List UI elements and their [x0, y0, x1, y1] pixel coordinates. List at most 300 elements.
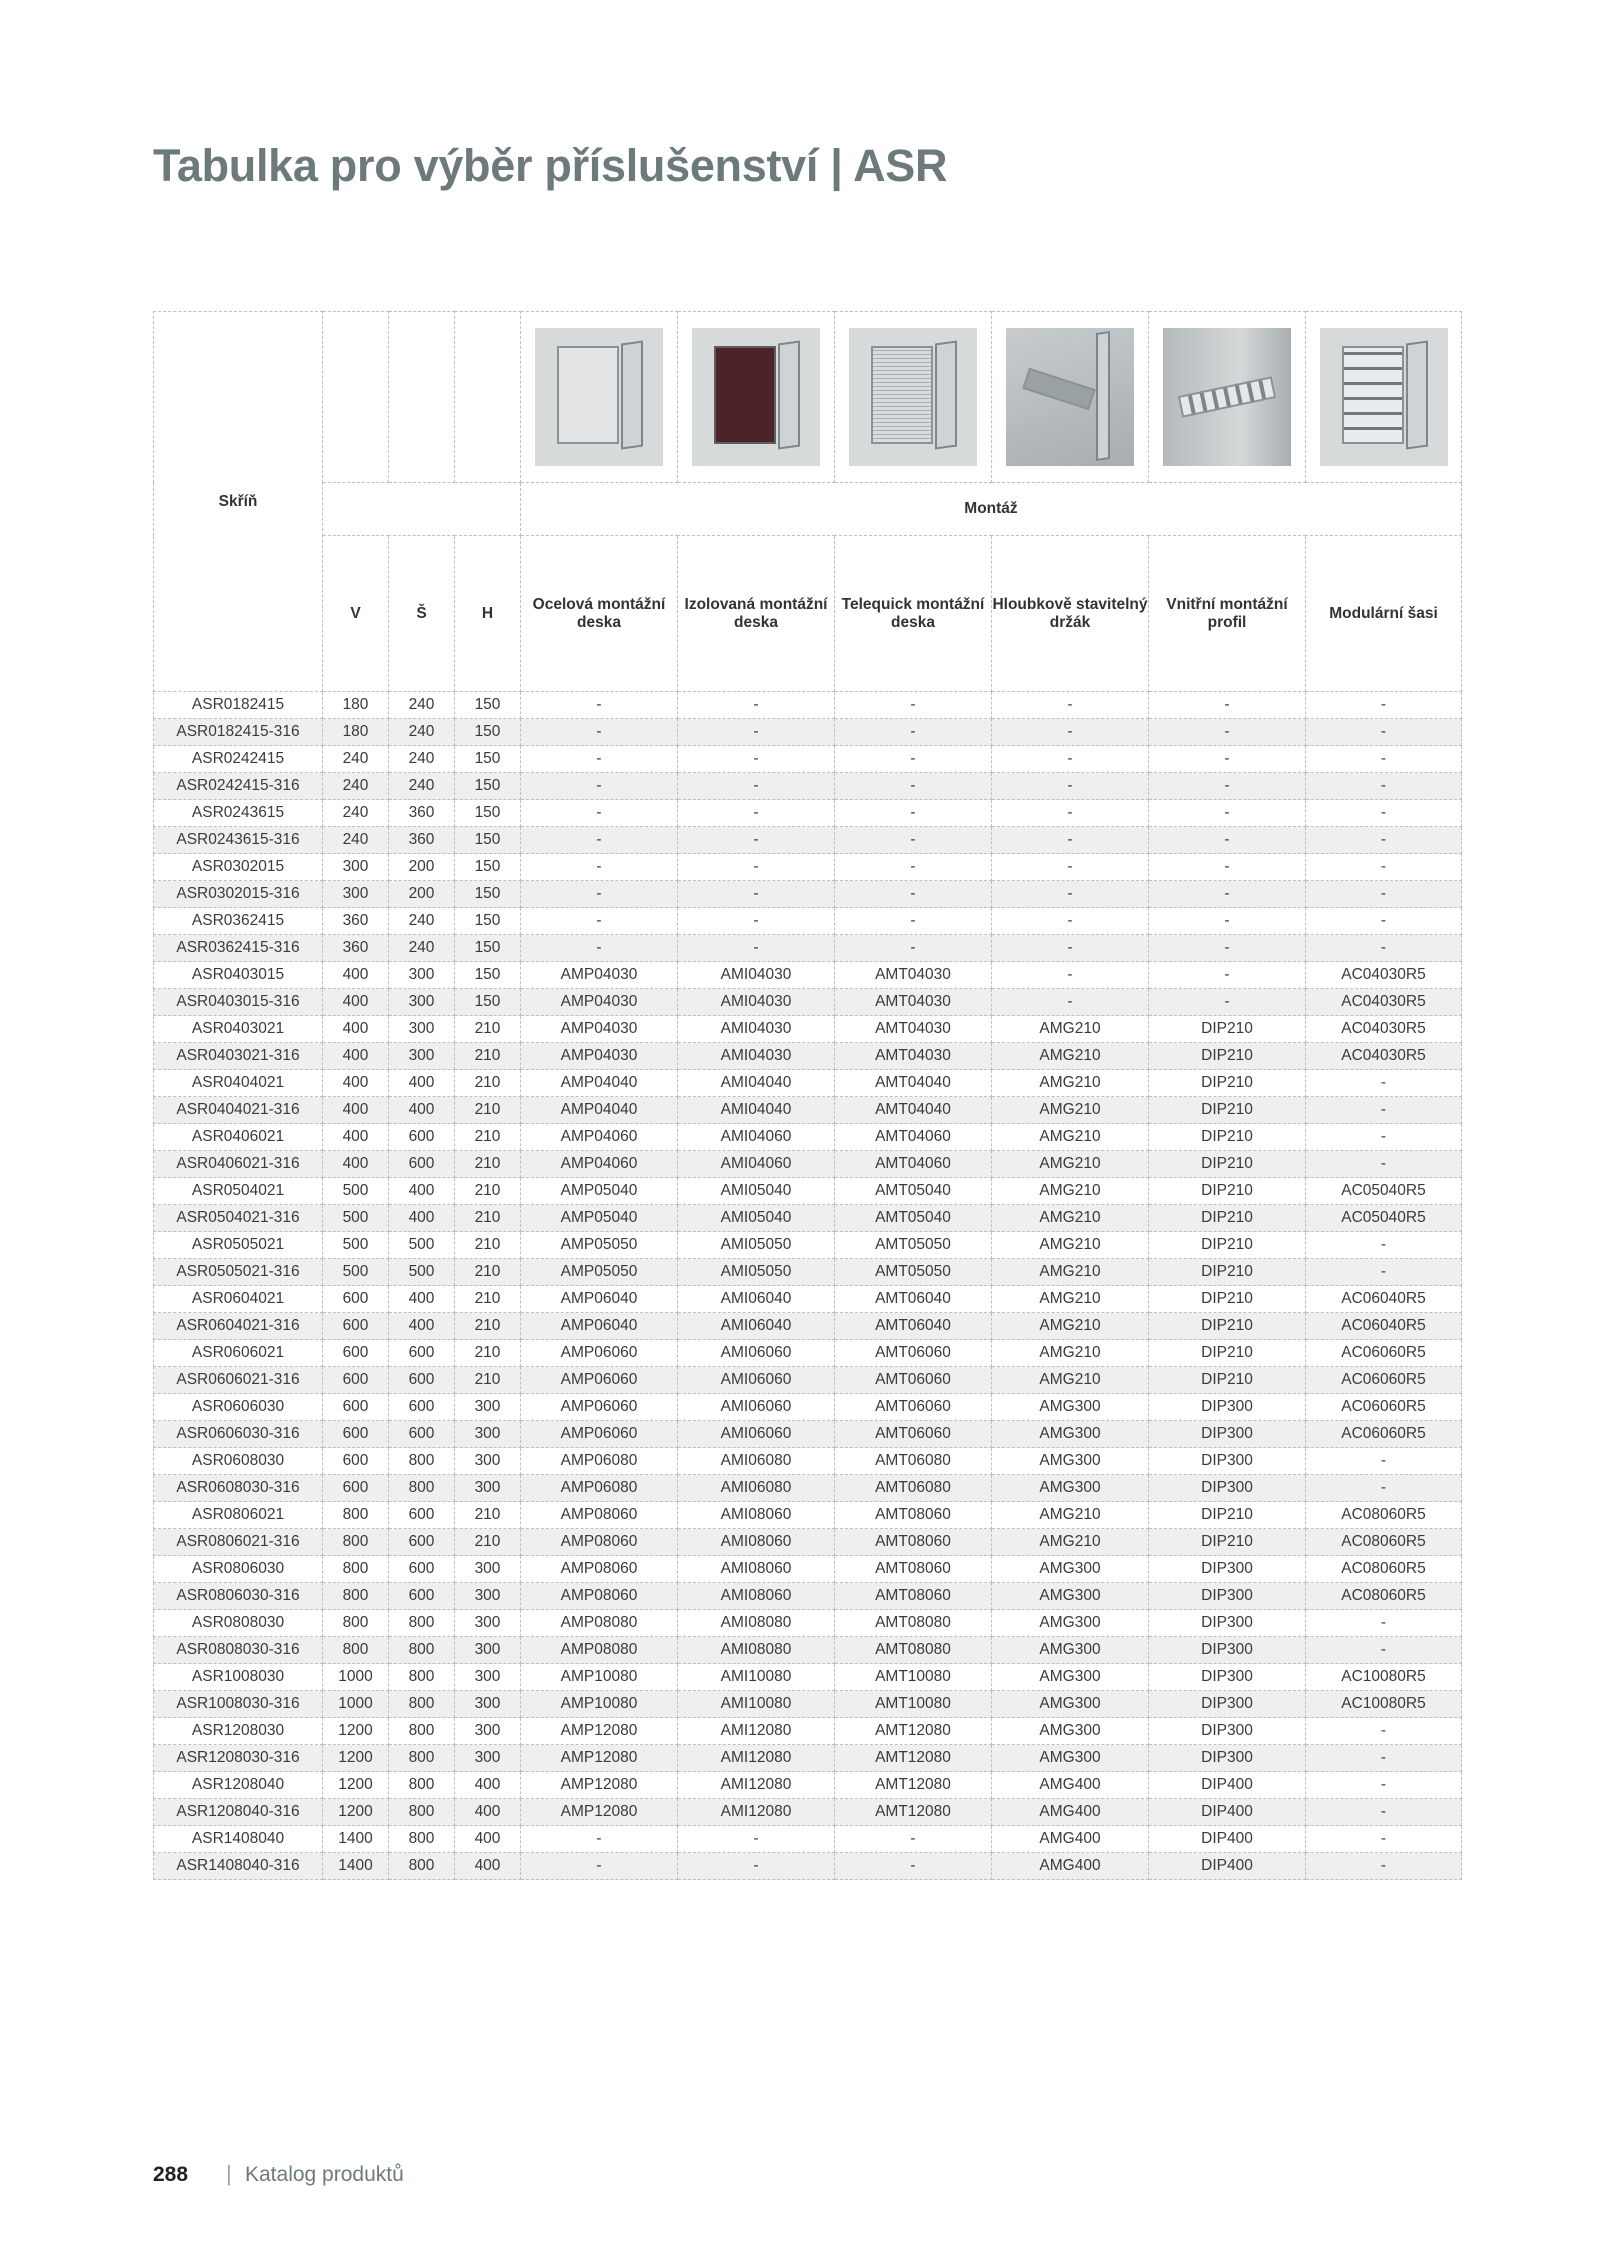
table-row: [154, 1799, 1462, 1826]
modular-chassis-code: AC05040R5: [1306, 1178, 1462, 1205]
steel-plate-code: AMP05050: [521, 1232, 678, 1259]
insulated-plate-code: AMI08060: [678, 1529, 835, 1556]
insulated-plate-code: -: [678, 908, 835, 935]
cabinet-model: ASR0808030: [154, 1610, 323, 1637]
table-row: [154, 1394, 1462, 1421]
insulated-plate-code: AMI06080: [678, 1448, 835, 1475]
cabinet-model: ASR0606021-316: [154, 1367, 323, 1394]
insulated-plate-code: AMI08060: [678, 1502, 835, 1529]
height-value: 500: [323, 1232, 389, 1259]
cabinet-model: ASR0362415-316: [154, 935, 323, 962]
cabinet-model: ASR0182415: [154, 692, 323, 719]
depth-bracket-code: AMG300: [992, 1637, 1149, 1664]
modular-chassis-code: AC08060R5: [1306, 1583, 1462, 1610]
depth-bracket-code: AMG400: [992, 1826, 1149, 1853]
cabinet-model: ASR0604021: [154, 1286, 323, 1313]
width-value: 600: [389, 1151, 455, 1178]
modular-chassis-code: -: [1306, 1124, 1462, 1151]
insulated-plate-code: -: [678, 800, 835, 827]
table-row: [154, 1124, 1462, 1151]
cabinet-model: ASR1208030-316: [154, 1745, 323, 1772]
steel-plate-code: AMP06060: [521, 1394, 678, 1421]
modular-chassis-code: AC08060R5: [1306, 1556, 1462, 1583]
cabinet-model: ASR0604021-316: [154, 1313, 323, 1340]
steel-plate-code: AMP08080: [521, 1610, 678, 1637]
width-value: 400: [389, 1286, 455, 1313]
insulated-plate-code: -: [678, 881, 835, 908]
width-value: 800: [389, 1826, 455, 1853]
telequick-plate-code: -: [835, 854, 992, 881]
height-value: 360: [323, 908, 389, 935]
insulated-plate-code: AMI08060: [678, 1556, 835, 1583]
width-value: 400: [389, 1178, 455, 1205]
table-row: [154, 1286, 1462, 1313]
depth-value: 300: [455, 1421, 521, 1448]
steel-mounting-plate-photo-icon: [535, 328, 663, 466]
mounting-profile-code: DIP210: [1149, 1502, 1306, 1529]
depth-value: 150: [455, 773, 521, 800]
height-value: 1400: [323, 1826, 389, 1853]
accessory-image-cell: [992, 312, 1149, 483]
telequick-plate-code: AMT08080: [835, 1637, 992, 1664]
telequick-plate-code: AMT12080: [835, 1772, 992, 1799]
modular-chassis-code: AC08060R5: [1306, 1529, 1462, 1556]
depth-value: 300: [455, 1556, 521, 1583]
width-value: 800: [389, 1745, 455, 1772]
cabinet-model: ASR1008030: [154, 1664, 323, 1691]
mounting-profile-code: DIP300: [1149, 1745, 1306, 1772]
depth-bracket-code: AMG400: [992, 1853, 1149, 1880]
modular-chassis-code: -: [1306, 1610, 1462, 1637]
height-header: V: [323, 536, 389, 692]
telequick-plate-code: AMT04030: [835, 1043, 992, 1070]
modular-chassis-code: -: [1306, 719, 1462, 746]
depth-value: 210: [455, 1502, 521, 1529]
insulated-plate-code: AMI06040: [678, 1313, 835, 1340]
telequick-plate-code: AMT04040: [835, 1097, 992, 1124]
depth-bracket-code: AMG300: [992, 1718, 1149, 1745]
insulated-plate-code: AMI06040: [678, 1286, 835, 1313]
width-value: 600: [389, 1367, 455, 1394]
telequick-plate-code: AMT04060: [835, 1151, 992, 1178]
depth-value: 300: [455, 1718, 521, 1745]
steel-plate-code: AMP06080: [521, 1448, 678, 1475]
width-value: 360: [389, 800, 455, 827]
cabinet-model: ASR0808030-316: [154, 1637, 323, 1664]
modular-chassis-code: -: [1306, 1151, 1462, 1178]
cabinet-model: ASR0302015-316: [154, 881, 323, 908]
insulated-plate-code: AMI12080: [678, 1718, 835, 1745]
depth-value: 210: [455, 1340, 521, 1367]
insulated-plate-code: AMI08080: [678, 1610, 835, 1637]
table-row: [154, 908, 1462, 935]
telequick-plate-code: AMT05040: [835, 1178, 992, 1205]
mounting-profile-code: DIP300: [1149, 1664, 1306, 1691]
height-value: 400: [323, 1070, 389, 1097]
width-value: 600: [389, 1556, 455, 1583]
steel-plate-code: AMP06060: [521, 1340, 678, 1367]
height-value: 800: [323, 1556, 389, 1583]
steel-plate-code: AMP08060: [521, 1529, 678, 1556]
steel-plate-code: AMP06040: [521, 1313, 678, 1340]
width-value: 360: [389, 827, 455, 854]
insulated-mounting-plate-photo-icon: [692, 328, 820, 466]
cabinet-model: ASR0505021-316: [154, 1259, 323, 1286]
modular-chassis-code: -: [1306, 881, 1462, 908]
height-value: 240: [323, 827, 389, 854]
depth-bracket-code: AMG300: [992, 1610, 1149, 1637]
height-value: 600: [323, 1286, 389, 1313]
mounting-profile-code: DIP400: [1149, 1853, 1306, 1880]
depth-value: 210: [455, 1151, 521, 1178]
mounting-profile-code: -: [1149, 692, 1306, 719]
depth-value: 150: [455, 719, 521, 746]
telequick-plate-code: AMT08060: [835, 1556, 992, 1583]
mounting-profile-code: -: [1149, 989, 1306, 1016]
telequick-plate-code: AMT06060: [835, 1340, 992, 1367]
width-value: 800: [389, 1610, 455, 1637]
cabinet-model: ASR1208040-316: [154, 1799, 323, 1826]
depth-bracket-code: AMG300: [992, 1556, 1149, 1583]
height-value: 360: [323, 935, 389, 962]
steel-plate-code: AMP05040: [521, 1205, 678, 1232]
table-row: [154, 1583, 1462, 1610]
table-row: [154, 962, 1462, 989]
depth-value: 300: [455, 1394, 521, 1421]
insulated-plate-code: AMI04040: [678, 1070, 835, 1097]
depth-bracket-code: -: [992, 746, 1149, 773]
height-value: 800: [323, 1610, 389, 1637]
modular-chassis-code: AC04030R5: [1306, 1016, 1462, 1043]
insulated-plate-code: -: [678, 1826, 835, 1853]
table-row: [154, 1232, 1462, 1259]
width-value: 500: [389, 1259, 455, 1286]
depth-value: 400: [455, 1799, 521, 1826]
mounting-profile-code: DIP210: [1149, 1286, 1306, 1313]
insulated-plate-code: AMI05040: [678, 1205, 835, 1232]
height-value: 600: [323, 1394, 389, 1421]
insulated-plate-code: AMI12080: [678, 1799, 835, 1826]
cabinet-model: ASR0806021: [154, 1502, 323, 1529]
telequick-plate-code: AMT08060: [835, 1502, 992, 1529]
table-row: [154, 935, 1462, 962]
table-row: [154, 1205, 1462, 1232]
depth-value: 210: [455, 1259, 521, 1286]
table-row: [154, 1043, 1462, 1070]
table-row: [154, 1421, 1462, 1448]
cabinet-model: ASR0403021: [154, 1016, 323, 1043]
depth-value: 300: [455, 1637, 521, 1664]
width-value: 200: [389, 881, 455, 908]
empty-cell: [455, 312, 521, 483]
cabinet-model: ASR0504021: [154, 1178, 323, 1205]
table-row: [154, 1826, 1462, 1853]
height-value: 1400: [323, 1853, 389, 1880]
height-value: 1200: [323, 1799, 389, 1826]
mounting-profile-code: DIP210: [1149, 1097, 1306, 1124]
table-row: [154, 1529, 1462, 1556]
insulated-plate-code: AMI10080: [678, 1664, 835, 1691]
height-value: 600: [323, 1421, 389, 1448]
mounting-profile-code: -: [1149, 800, 1306, 827]
depth-bracket-code: AMG210: [992, 1313, 1149, 1340]
modular-chassis-code: -: [1306, 800, 1462, 827]
mounting-profile-code: DIP210: [1149, 1070, 1306, 1097]
modular-chassis-code: AC08060R5: [1306, 1502, 1462, 1529]
depth-value: 210: [455, 1367, 521, 1394]
height-value: 240: [323, 773, 389, 800]
mounting-profile-code: DIP210: [1149, 1151, 1306, 1178]
mounting-profile-code: DIP300: [1149, 1421, 1306, 1448]
footer-catalog-label: Katalog produktů: [245, 2163, 404, 2186]
insulated-plate-code: AMI05050: [678, 1232, 835, 1259]
table-row: [154, 773, 1462, 800]
steel-plate-code: AMP04060: [521, 1124, 678, 1151]
width-value: 800: [389, 1772, 455, 1799]
mounting-profile-code: DIP210: [1149, 1259, 1306, 1286]
width-value: 240: [389, 908, 455, 935]
height-value: 1000: [323, 1691, 389, 1718]
depth-value: 210: [455, 1043, 521, 1070]
height-value: 300: [323, 854, 389, 881]
steel-plate-code: -: [521, 1853, 678, 1880]
width-value: 600: [389, 1340, 455, 1367]
modular-chassis-code: AC06040R5: [1306, 1313, 1462, 1340]
cabinet-model: ASR1208040: [154, 1772, 323, 1799]
telequick-plate-code: AMT05050: [835, 1259, 992, 1286]
insulated-plate-code: AMI08060: [678, 1583, 835, 1610]
telequick-plate-code: -: [835, 908, 992, 935]
accessory-image-cell: [678, 312, 835, 483]
accessory-image-cell: [1306, 312, 1462, 483]
table-row: [154, 1610, 1462, 1637]
width-value: 600: [389, 1502, 455, 1529]
steel-plate-code: -: [521, 746, 678, 773]
cabinet-model: ASR0606030: [154, 1394, 323, 1421]
mounting-profile-code: -: [1149, 935, 1306, 962]
steel-plate-code: -: [521, 935, 678, 962]
mounting-profile-code: DIP400: [1149, 1772, 1306, 1799]
telequick-plate-code: AMT12080: [835, 1799, 992, 1826]
steel-plate-code: AMP04040: [521, 1070, 678, 1097]
mounting-profile-code: -: [1149, 854, 1306, 881]
depth-bracket-code: AMG210: [992, 1232, 1149, 1259]
cabinet-model: ASR0608030: [154, 1448, 323, 1475]
insulated-plate-code: AMI06060: [678, 1367, 835, 1394]
width-value: 300: [389, 1016, 455, 1043]
mounting-profile-code: DIP300: [1149, 1583, 1306, 1610]
table-row: [154, 746, 1462, 773]
table-row: [154, 1448, 1462, 1475]
width-value: 240: [389, 719, 455, 746]
telequick-plate-code: -: [835, 692, 992, 719]
depth-value: 210: [455, 1313, 521, 1340]
modular-chassis-code: -: [1306, 746, 1462, 773]
depth-value: 150: [455, 908, 521, 935]
telequick-plate-code: AMT04030: [835, 962, 992, 989]
steel-plate-code: AMP04030: [521, 989, 678, 1016]
mounting-profile-code: DIP210: [1149, 1367, 1306, 1394]
depth-value: 400: [455, 1853, 521, 1880]
telequick-plate-code: -: [835, 881, 992, 908]
table-row: [154, 1070, 1462, 1097]
table-row: [154, 1367, 1462, 1394]
depth-bracket-code: -: [992, 989, 1149, 1016]
depth-bracket-code: AMG400: [992, 1772, 1149, 1799]
height-value: 600: [323, 1448, 389, 1475]
depth-value: 400: [455, 1826, 521, 1853]
depth-value: 210: [455, 1529, 521, 1556]
table-row: [154, 1097, 1462, 1124]
steel-plate-code: AMP04040: [521, 1097, 678, 1124]
cabinet-model: ASR0406021: [154, 1124, 323, 1151]
page-title: Tabulka pro výběr příslušenství | ASR: [153, 140, 948, 191]
insulated-plate-code: AMI04030: [678, 1016, 835, 1043]
mounting-profile-code: DIP210: [1149, 1043, 1306, 1070]
insulated-plate-code: -: [678, 719, 835, 746]
mounting-profile-code: -: [1149, 962, 1306, 989]
steel-plate-code: -: [521, 854, 678, 881]
width-value: 200: [389, 854, 455, 881]
steel-plate-code: AMP08060: [521, 1556, 678, 1583]
steel-plate-code: -: [521, 827, 678, 854]
telequick-plate-code: -: [835, 1826, 992, 1853]
depth-header: H: [455, 536, 521, 692]
height-value: 600: [323, 1367, 389, 1394]
insulated-plate-code: AMI06060: [678, 1340, 835, 1367]
telequick-plate-code: AMT10080: [835, 1691, 992, 1718]
width-value: 300: [389, 989, 455, 1016]
width-value: 240: [389, 746, 455, 773]
mounting-profile-code: DIP300: [1149, 1475, 1306, 1502]
modular-chassis-code: AC06060R5: [1306, 1394, 1462, 1421]
telequick-plate-code: AMT06080: [835, 1475, 992, 1502]
table-row: [154, 1502, 1462, 1529]
depth-value: 400: [455, 1772, 521, 1799]
table-row: [154, 1664, 1462, 1691]
width-value: 800: [389, 1664, 455, 1691]
modular-chassis-code: AC04030R5: [1306, 1043, 1462, 1070]
insulated-plate-code: AMI08080: [678, 1637, 835, 1664]
telequick-plate-code: AMT06040: [835, 1313, 992, 1340]
height-value: 800: [323, 1529, 389, 1556]
depth-bracket-code: AMG210: [992, 1097, 1149, 1124]
modular-chassis-code: -: [1306, 1232, 1462, 1259]
mounting-profile-code: DIP300: [1149, 1448, 1306, 1475]
mounting-profile-code: DIP210: [1149, 1016, 1306, 1043]
steel-plate-code: -: [521, 773, 678, 800]
depth-bracket-code: -: [992, 719, 1149, 746]
accessory-images-row: [154, 312, 1462, 483]
cabinet-model: ASR0243615-316: [154, 827, 323, 854]
insulated-plate-code: -: [678, 827, 835, 854]
modular-chassis-code: AC10080R5: [1306, 1691, 1462, 1718]
insulated-plate-code: AMI04040: [678, 1097, 835, 1124]
modular-chassis-code: AC04030R5: [1306, 962, 1462, 989]
depth-bracket-code: AMG300: [992, 1421, 1149, 1448]
height-value: 400: [323, 1151, 389, 1178]
cabinet-header: Skříň: [154, 312, 323, 692]
steel-plate-code: AMP10080: [521, 1664, 678, 1691]
cabinet-model: ASR0505021: [154, 1232, 323, 1259]
modular-chassis-code: -: [1306, 1745, 1462, 1772]
cabinet-model: ASR0404021-316: [154, 1097, 323, 1124]
modular-chassis-photo-icon: [1320, 328, 1448, 466]
telequick-plate-code: AMT04040: [835, 1070, 992, 1097]
height-value: 180: [323, 719, 389, 746]
cabinet-model: ASR0403021-316: [154, 1043, 323, 1070]
width-value: 600: [389, 1583, 455, 1610]
modular-chassis-code: -: [1306, 1799, 1462, 1826]
insulated-plate-code: AMI04060: [678, 1151, 835, 1178]
modular-chassis-code: -: [1306, 1448, 1462, 1475]
steel-plate-code: -: [521, 800, 678, 827]
height-value: 400: [323, 989, 389, 1016]
depth-bracket-code: AMG210: [992, 1151, 1149, 1178]
depth-bracket-code: -: [992, 692, 1149, 719]
depth-bracket-code: AMG210: [992, 1259, 1149, 1286]
mounting-profile-code: DIP300: [1149, 1556, 1306, 1583]
mounting-profile-code: DIP210: [1149, 1124, 1306, 1151]
table-row: [154, 1556, 1462, 1583]
depth-value: 150: [455, 800, 521, 827]
cabinet-model: ASR0362415: [154, 908, 323, 935]
table-row: [154, 1259, 1462, 1286]
depth-value: 150: [455, 746, 521, 773]
depth-bracket-code: -: [992, 800, 1149, 827]
width-header: Š: [389, 536, 455, 692]
depth-value: 300: [455, 1583, 521, 1610]
depth-value: 150: [455, 881, 521, 908]
cabinet-model: ASR0806030: [154, 1556, 323, 1583]
mounting-group-header: Montáž: [521, 483, 1462, 536]
modular-chassis-code: -: [1306, 1259, 1462, 1286]
depth-value: 300: [455, 1745, 521, 1772]
cabinet-model: ASR0606030-316: [154, 1421, 323, 1448]
depth-bracket-code: AMG210: [992, 1205, 1149, 1232]
width-value: 800: [389, 1475, 455, 1502]
modular-chassis-code: -: [1306, 1637, 1462, 1664]
depth-value: 150: [455, 827, 521, 854]
table-row: [154, 1151, 1462, 1178]
steel-plate-code: -: [521, 692, 678, 719]
depth-value: 300: [455, 1448, 521, 1475]
steel-plate-code: AMP12080: [521, 1718, 678, 1745]
mounting-profile-code: -: [1149, 908, 1306, 935]
table-row: [154, 881, 1462, 908]
width-value: 800: [389, 1691, 455, 1718]
page-number: 288: [153, 2163, 189, 2186]
cabinet-model: ASR0182415-316: [154, 719, 323, 746]
width-value: 400: [389, 1097, 455, 1124]
width-value: 240: [389, 935, 455, 962]
insulated-plate-code: -: [678, 773, 835, 800]
telequick-plate-code: AMT04060: [835, 1124, 992, 1151]
depth-bracket-code: -: [992, 935, 1149, 962]
table-row: [154, 1475, 1462, 1502]
cabinet-model: ASR1208030: [154, 1718, 323, 1745]
depth-bracket-code: AMG210: [992, 1124, 1149, 1151]
table-row: [154, 1853, 1462, 1880]
steel-plate-code: AMP10080: [521, 1691, 678, 1718]
width-value: 800: [389, 1718, 455, 1745]
insulated-plate-code: AMI04030: [678, 1043, 835, 1070]
mounting-profile-code: DIP210: [1149, 1205, 1306, 1232]
table-row: [154, 719, 1462, 746]
cabinet-model: ASR0606021: [154, 1340, 323, 1367]
depth-bracket-code: AMG300: [992, 1394, 1149, 1421]
steel-plate-code: AMP06060: [521, 1367, 678, 1394]
